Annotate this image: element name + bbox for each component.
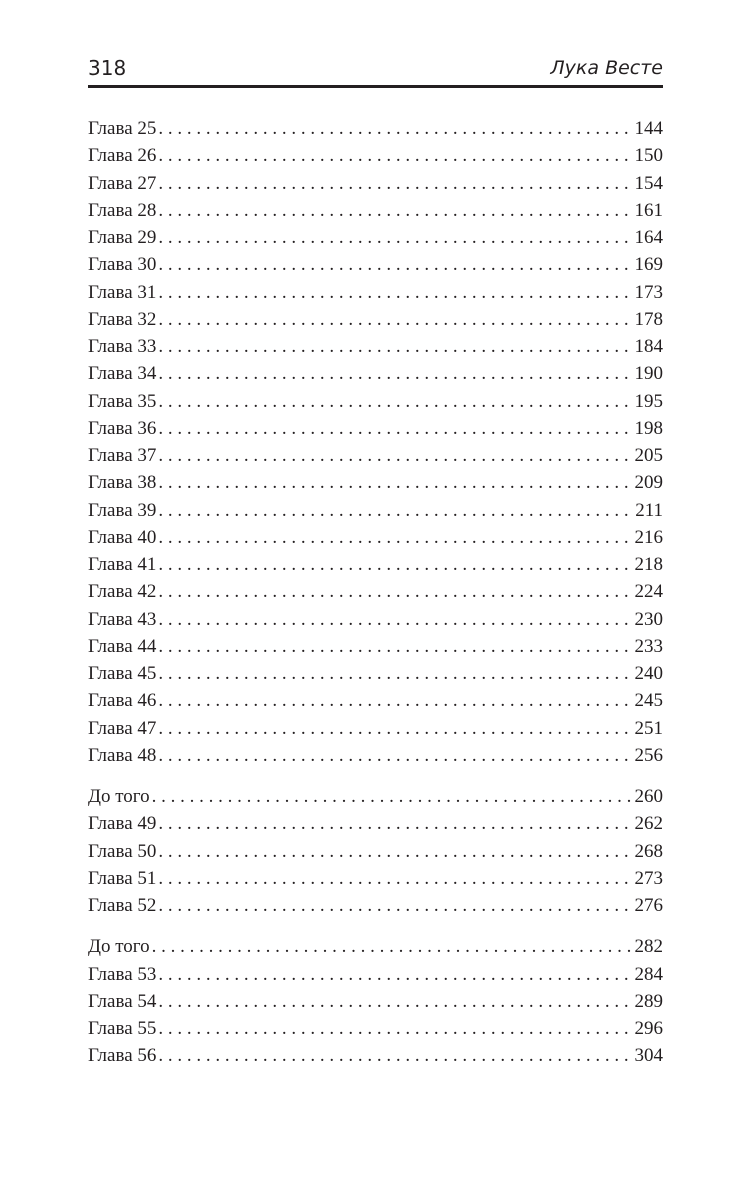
toc-entry-page-number: 198 (634, 417, 663, 439)
dot-leader (158, 279, 632, 306)
dot-leader (158, 388, 632, 415)
toc-entry[interactable] (88, 524, 663, 551)
toc-entry-page-number: 209 (634, 472, 663, 494)
toc-entry-page-number: 268 (634, 840, 663, 862)
dot-leader (158, 415, 632, 442)
toc-entry[interactable] (88, 687, 663, 714)
toc-entry-page-number: 154 (634, 172, 663, 194)
dot-leader (158, 524, 632, 551)
toc-entry[interactable] (88, 660, 663, 687)
toc-entry-page-number: 276 (634, 895, 663, 916)
toc-entry-title: До того (88, 786, 150, 807)
toc-entry-title: Глава 32 (88, 308, 157, 330)
page-number: 318 (88, 56, 127, 80)
toc-entry[interactable] (88, 810, 663, 837)
toc-entry[interactable] (88, 360, 663, 387)
toc-entry-page-number: 251 (634, 717, 663, 739)
toc-entry-page-number: 273 (634, 867, 663, 889)
dot-leader (158, 961, 632, 988)
toc-entry-page-number: 289 (634, 990, 663, 1012)
toc-entry-title: До того (88, 936, 150, 958)
toc-entry-title: Глава 34 (88, 363, 157, 385)
toc-entry-title: Глава 44 (88, 635, 157, 657)
toc-entry[interactable] (88, 115, 663, 142)
toc-entry[interactable] (88, 633, 663, 660)
toc-group (88, 115, 663, 769)
dot-leader (158, 306, 632, 333)
toc-entry[interactable] (88, 388, 663, 415)
toc-entry-title: Глава 28 (88, 199, 157, 221)
toc-entry-title: Глава 48 (88, 744, 157, 766)
toc-entry-title: Глава 38 (88, 472, 157, 494)
dot-leader (158, 660, 632, 687)
toc-entry[interactable] (88, 170, 663, 197)
toc-entry-title: Глава 54 (88, 990, 157, 1012)
toc-entry-page-number: 282 (634, 936, 663, 958)
dot-leader (158, 115, 632, 142)
toc-entry-page-number: 164 (634, 227, 663, 248)
toc-entry-page-number: 190 (634, 363, 663, 385)
toc-entry-page-number: 184 (634, 336, 663, 357)
toc-entry-title: Глава 39 (88, 499, 157, 521)
toc-entry[interactable] (88, 933, 663, 960)
toc-entry-page-number: 169 (634, 254, 663, 276)
dot-leader (158, 142, 632, 169)
toc-entry-page-number: 161 (634, 199, 663, 221)
toc-entry-page-number: 144 (634, 118, 663, 139)
dot-leader (158, 251, 632, 278)
toc-entry-title: Глава 36 (88, 417, 157, 439)
toc-group (88, 933, 663, 1069)
toc-entry-page-number: 240 (634, 663, 663, 684)
toc-entry-title: Глава 27 (88, 172, 157, 194)
toc-entry-title: Глава 47 (88, 717, 157, 739)
toc-entry[interactable] (88, 279, 663, 306)
toc-entry-title: Глава 51 (88, 867, 157, 889)
toc-entry-title: Глава 55 (88, 1018, 157, 1039)
toc-entry-page-number: 178 (634, 308, 663, 330)
dot-leader (158, 742, 632, 769)
toc-entry-title: Глава 26 (88, 145, 157, 167)
toc-entry-page-number: 150 (634, 145, 663, 167)
toc-entry[interactable] (88, 442, 663, 469)
toc-entry-title: Глава 46 (88, 690, 157, 712)
dot-leader (158, 1042, 632, 1069)
toc-entry-title: Глава 49 (88, 813, 157, 835)
dot-leader (158, 442, 632, 469)
toc-entry-page-number: 195 (634, 390, 663, 412)
toc-entry-page-number: 216 (634, 526, 663, 548)
toc-entry-title: Глава 40 (88, 526, 157, 548)
toc-entry-title: Глава 35 (88, 390, 157, 412)
toc-entry-page-number: 205 (634, 445, 663, 466)
toc-entry-page-number: 284 (634, 963, 663, 985)
dot-leader (158, 333, 632, 360)
toc-entry-title: Глава 50 (88, 840, 157, 862)
toc-entry[interactable] (88, 1015, 663, 1042)
dot-leader (158, 469, 632, 496)
toc-entry[interactable] (88, 551, 663, 578)
toc-entry[interactable] (88, 742, 663, 769)
dot-leader (158, 551, 632, 578)
toc-entry[interactable] (88, 783, 663, 810)
toc-entry[interactable] (88, 988, 663, 1015)
dot-leader (158, 197, 632, 224)
toc-entry-title: Глава 33 (88, 336, 157, 357)
toc-entry[interactable] (88, 251, 663, 278)
toc-entry-title: Глава 29 (88, 227, 157, 248)
toc-entry-page-number: 304 (634, 1045, 663, 1067)
dot-leader (158, 988, 632, 1015)
dot-leader (158, 578, 632, 605)
toc-entry[interactable] (88, 197, 663, 224)
toc-entry-title: Глава 25 (88, 118, 157, 139)
toc-entry-page-number: 224 (634, 581, 663, 603)
toc-entry[interactable] (88, 606, 663, 633)
toc-entry[interactable] (88, 578, 663, 605)
table-of-contents (88, 115, 663, 1070)
toc-entry[interactable] (88, 961, 663, 988)
toc-entry-title: Глава 53 (88, 963, 157, 985)
toc-entry-title: Глава 42 (88, 581, 157, 603)
dot-leader (158, 170, 632, 197)
toc-entry-title: Глава 37 (88, 445, 157, 466)
toc-entry-title: Глава 30 (88, 254, 157, 276)
toc-entry-page-number: 262 (634, 813, 663, 835)
dot-leader (158, 687, 632, 714)
toc-entry-title: Глава 43 (88, 608, 157, 630)
toc-entry-page-number: 296 (634, 1018, 663, 1039)
toc-entry-page-number: 256 (634, 744, 663, 766)
dot-leader (158, 360, 632, 387)
toc-entry-page-number: 173 (634, 281, 663, 303)
toc-entry-title: Глава 52 (88, 895, 157, 916)
dot-leader (158, 224, 632, 251)
dot-leader (158, 892, 632, 919)
dot-leader (158, 606, 632, 633)
toc-entry[interactable] (88, 838, 663, 865)
toc-entry[interactable] (88, 865, 663, 892)
toc-entry-page-number: 230 (634, 608, 663, 630)
toc-entry-page-number: 233 (634, 635, 663, 657)
toc-entry-page-number: 211 (635, 499, 663, 521)
toc-entry-title: Глава 41 (88, 554, 157, 575)
toc-entry[interactable] (88, 415, 663, 442)
dot-leader (158, 497, 633, 524)
toc-entry-page-number: 245 (634, 690, 663, 712)
running-title: Лука Весте (550, 57, 663, 79)
toc-entry[interactable] (88, 333, 663, 360)
toc-entry-title: Глава 56 (88, 1045, 157, 1067)
toc-entry[interactable] (88, 715, 663, 742)
toc-entry[interactable] (88, 1042, 663, 1069)
toc-entry-title: Глава 45 (88, 663, 157, 684)
dot-leader (152, 933, 633, 960)
dot-leader (158, 1015, 632, 1042)
toc-entry[interactable] (88, 892, 663, 919)
dot-leader (152, 783, 633, 810)
dot-leader (158, 865, 632, 892)
toc-entry[interactable] (88, 224, 663, 251)
toc-entry[interactable] (88, 469, 663, 496)
page-header (88, 54, 663, 88)
toc-entry[interactable] (88, 142, 663, 169)
toc-entry-title: Глава 31 (88, 281, 157, 303)
toc-entry[interactable] (88, 497, 663, 524)
dot-leader (158, 715, 632, 742)
toc-entry-page-number: 260 (634, 786, 663, 807)
dot-leader (158, 633, 632, 660)
toc-entry-page-number: 218 (634, 554, 663, 575)
toc-entry[interactable] (88, 306, 663, 333)
dot-leader (158, 838, 632, 865)
toc-group (88, 783, 663, 919)
dot-leader (158, 810, 632, 837)
